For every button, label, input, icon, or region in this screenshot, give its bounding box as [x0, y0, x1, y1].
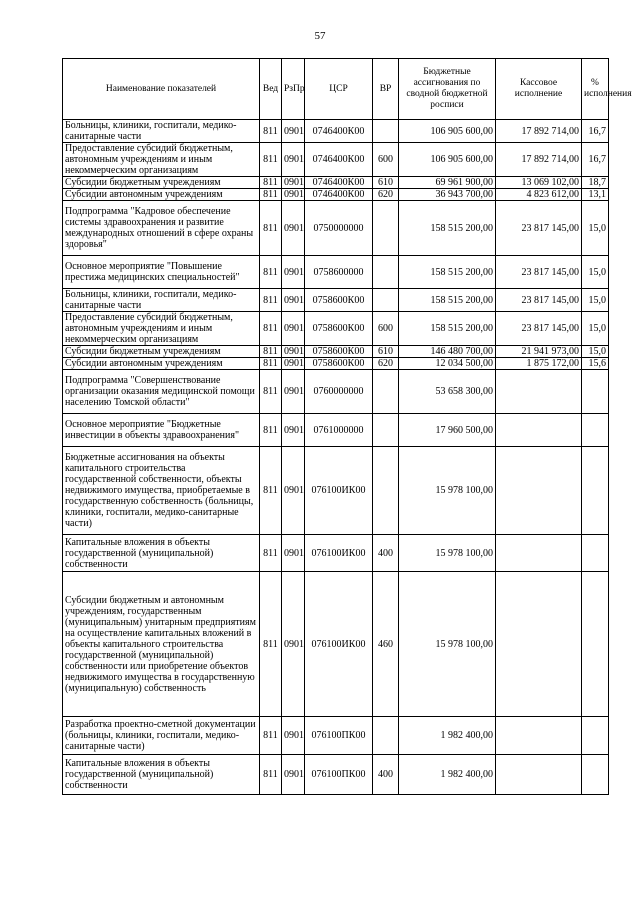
table-row	[63, 256, 609, 289]
row-rzpr: 0901	[282, 256, 305, 289]
row-csr: 0746400К00	[305, 143, 373, 177]
header-allocations: Бюджетные ассигнования по сводной бюджетной росписи	[399, 59, 496, 120]
row-rzpr: 0901	[282, 414, 305, 447]
row-csr: 076100ПК00	[305, 717, 373, 755]
row-cash-execution: 17 892 714,00	[496, 120, 582, 143]
row-rzpr: 0901	[282, 143, 305, 177]
row-allocation: 1 982 400,00	[399, 717, 496, 755]
row-ved: 811	[260, 256, 282, 289]
row-name: Бюджетные ассигнования на объекты капитального строительства государственной собственности, объекты недвижимого имущества, приобретаемые в государственную собственность (больницы, клиники, госпитали, медико-санитарные части)	[63, 447, 260, 535]
row-cash-execution: 23 817 145,00	[496, 312, 582, 346]
row-name: Капитальные вложения в объекты государственной (муниципальной) собственности	[63, 535, 260, 572]
row-ved: 811	[260, 717, 282, 755]
row-name: Основное мероприятие "Бюджетные инвестиции в объекты здравоохранения"	[63, 414, 260, 447]
row-ved: 811	[260, 177, 282, 189]
table-row	[63, 447, 609, 535]
row-name: Предоставление субсидий бюджетным, автономным учреждениям и иным некоммерческим организациям	[63, 143, 260, 177]
row-csr: 0758600К00	[305, 358, 373, 370]
row-cash-execution: 17 892 714,00	[496, 143, 582, 177]
row-vr: 400	[373, 535, 399, 572]
row-name: Капитальные вложения в объекты государственной (муниципальной) собственности	[63, 755, 260, 795]
row-vr	[373, 256, 399, 289]
table-row	[63, 177, 609, 189]
row-percent	[582, 717, 609, 755]
row-cash-execution	[496, 717, 582, 755]
row-ved: 811	[260, 189, 282, 201]
row-percent: 18,7	[582, 177, 609, 189]
row-allocation: 106 905 600,00	[399, 143, 496, 177]
row-allocation: 146 480 700,00	[399, 346, 496, 358]
row-rzpr: 0901	[282, 447, 305, 535]
row-csr: 076100ИК00	[305, 535, 373, 572]
row-name: Субсидии бюджетным и автономным учреждениям, государственным (муниципальным) унитарным предприятиям на осуществление капитальных вложений в объекты капитального строительства государственной (муниципальной) собственности или приобретение объектов недвижимого имущества в государственную (муниципальную) собственность	[63, 572, 260, 717]
table-row	[63, 289, 609, 312]
row-name: Предоставление субсидий бюджетным, автономным учреждениям и иным некоммерческим организациям	[63, 312, 260, 346]
header-percent: % исполнения	[582, 59, 609, 120]
row-name: Подпрограмма "Совершенствование организации оказания медицинской помощи населению Томской области"	[63, 370, 260, 414]
row-ved: 811	[260, 755, 282, 795]
row-ved: 811	[260, 535, 282, 572]
row-csr: 0746400К00	[305, 177, 373, 189]
row-percent: 15,0	[582, 256, 609, 289]
row-rzpr: 0901	[282, 535, 305, 572]
row-rzpr: 0901	[282, 312, 305, 346]
table-row	[63, 120, 609, 143]
row-allocation: 12 034 500,00	[399, 358, 496, 370]
row-percent	[582, 572, 609, 717]
row-ved: 811	[260, 201, 282, 256]
row-percent	[582, 414, 609, 447]
row-percent	[582, 755, 609, 795]
row-csr: 0760000000	[305, 370, 373, 414]
header-csr: ЦСР	[305, 59, 373, 120]
row-csr: 0758600К00	[305, 346, 373, 358]
row-csr: 0758600К00	[305, 312, 373, 346]
row-name: Разработка проектно-сметной документации (больницы, клиники, госпитали, медико-санитарные части)	[63, 717, 260, 755]
row-allocation: 106 905 600,00	[399, 120, 496, 143]
row-name: Субсидии автономным учреждениям	[63, 189, 260, 201]
row-cash-execution: 23 817 145,00	[496, 256, 582, 289]
header-ved: Вед	[260, 59, 282, 120]
row-allocation: 69 961 900,00	[399, 177, 496, 189]
row-percent	[582, 447, 609, 535]
row-rzpr: 0901	[282, 201, 305, 256]
table-row	[63, 755, 609, 795]
header-rzpr: РзПр	[282, 59, 305, 120]
row-cash-execution	[496, 755, 582, 795]
row-vr	[373, 120, 399, 143]
row-cash-execution: 1 875 172,00	[496, 358, 582, 370]
row-ved: 811	[260, 572, 282, 717]
row-percent: 15,0	[582, 312, 609, 346]
row-rzpr: 0901	[282, 189, 305, 201]
row-percent: 15,6	[582, 358, 609, 370]
row-percent: 15,0	[582, 201, 609, 256]
row-csr: 0758600К00	[305, 289, 373, 312]
row-csr: 0746400К00	[305, 189, 373, 201]
row-csr: 076100ИК00	[305, 447, 373, 535]
row-cash-execution: 21 941 973,00	[496, 346, 582, 358]
table-body	[63, 120, 609, 795]
row-rzpr: 0901	[282, 177, 305, 189]
row-name: Субсидии бюджетным учреждениям	[63, 346, 260, 358]
row-cash-execution	[496, 447, 582, 535]
row-vr	[373, 717, 399, 755]
row-csr: 0746400К00	[305, 120, 373, 143]
row-percent: 13,1	[582, 189, 609, 201]
header-name: Наименование показателей	[63, 59, 260, 120]
row-rzpr: 0901	[282, 120, 305, 143]
row-vr: 600	[373, 143, 399, 177]
row-vr: 610	[373, 177, 399, 189]
row-ved: 811	[260, 346, 282, 358]
row-allocation: 15 978 100,00	[399, 447, 496, 535]
row-name: Основное мероприятие "Повышение престижа медицинских специальностей"	[63, 256, 260, 289]
row-ved: 811	[260, 143, 282, 177]
row-rzpr: 0901	[282, 289, 305, 312]
row-allocation: 158 515 200,00	[399, 312, 496, 346]
table-row	[63, 370, 609, 414]
table-row	[63, 572, 609, 717]
row-vr	[373, 414, 399, 447]
row-cash-execution: 13 069 102,00	[496, 177, 582, 189]
table-row	[63, 535, 609, 572]
table-row	[63, 358, 609, 370]
row-allocation: 158 515 200,00	[399, 256, 496, 289]
page-number: 57	[314, 30, 326, 42]
header-cash-execution: Кассовое исполнение	[496, 59, 582, 120]
table-row	[63, 717, 609, 755]
row-csr: 076100ИК00	[305, 572, 373, 717]
row-percent: 15,0	[582, 289, 609, 312]
row-name: Субсидии автономным учреждениям	[63, 358, 260, 370]
row-name: Больницы, клиники, госпитали, медико-санитарные части	[63, 289, 260, 312]
budget-execution-table	[62, 58, 632, 795]
row-cash-execution: 4 823 612,00	[496, 189, 582, 201]
row-cash-execution	[496, 370, 582, 414]
row-rzpr: 0901	[282, 370, 305, 414]
row-percent: 16,7	[582, 120, 609, 143]
row-csr: 076100ПК00	[305, 755, 373, 795]
row-vr	[373, 370, 399, 414]
row-name: Больницы, клиники, госпитали, медико-санитарные части	[63, 120, 260, 143]
row-vr	[373, 201, 399, 256]
row-cash-execution: 23 817 145,00	[496, 201, 582, 256]
table-row	[63, 143, 609, 177]
row-cash-execution	[496, 414, 582, 447]
row-csr: 0761000000	[305, 414, 373, 447]
row-ved: 811	[260, 414, 282, 447]
row-rzpr: 0901	[282, 346, 305, 358]
row-csr: 0750000000	[305, 201, 373, 256]
row-vr: 400	[373, 755, 399, 795]
table-row	[63, 189, 609, 201]
row-rzpr: 0901	[282, 755, 305, 795]
row-allocation: 36 943 700,00	[399, 189, 496, 201]
row-ved: 811	[260, 447, 282, 535]
table-row	[63, 346, 609, 358]
row-cash-execution: 23 817 145,00	[496, 289, 582, 312]
row-ved: 811	[260, 370, 282, 414]
table-row	[63, 201, 609, 256]
row-allocation: 15 978 100,00	[399, 572, 496, 717]
row-name: Субсидии бюджетным учреждениям	[63, 177, 260, 189]
table-row	[63, 312, 609, 346]
row-allocation: 53 658 300,00	[399, 370, 496, 414]
header-vr: ВР	[373, 59, 399, 120]
table-header-row	[63, 59, 609, 120]
row-ved: 811	[260, 358, 282, 370]
row-rzpr: 0901	[282, 572, 305, 717]
row-vr: 460	[373, 572, 399, 717]
row-vr	[373, 447, 399, 535]
row-percent: 16,7	[582, 143, 609, 177]
row-ved: 811	[260, 289, 282, 312]
row-percent	[582, 535, 609, 572]
row-rzpr: 0901	[282, 358, 305, 370]
row-allocation: 15 978 100,00	[399, 535, 496, 572]
row-allocation: 158 515 200,00	[399, 289, 496, 312]
row-vr: 620	[373, 358, 399, 370]
row-vr: 600	[373, 312, 399, 346]
row-percent	[582, 370, 609, 414]
row-allocation: 1 982 400,00	[399, 755, 496, 795]
row-allocation: 17 960 500,00	[399, 414, 496, 447]
row-cash-execution	[496, 572, 582, 717]
row-ved: 811	[260, 312, 282, 346]
row-rzpr: 0901	[282, 717, 305, 755]
row-vr: 610	[373, 346, 399, 358]
row-allocation: 158 515 200,00	[399, 201, 496, 256]
table-row	[63, 414, 609, 447]
row-name: Подпрограмма "Кадровое обеспечение системы здравоохранения и развитие международных отношений в сфере охраны здоровья"	[63, 201, 260, 256]
row-vr	[373, 289, 399, 312]
row-percent: 15,0	[582, 346, 609, 358]
row-ved: 811	[260, 120, 282, 143]
row-csr: 0758600000	[305, 256, 373, 289]
row-cash-execution	[496, 535, 582, 572]
row-vr: 620	[373, 189, 399, 201]
